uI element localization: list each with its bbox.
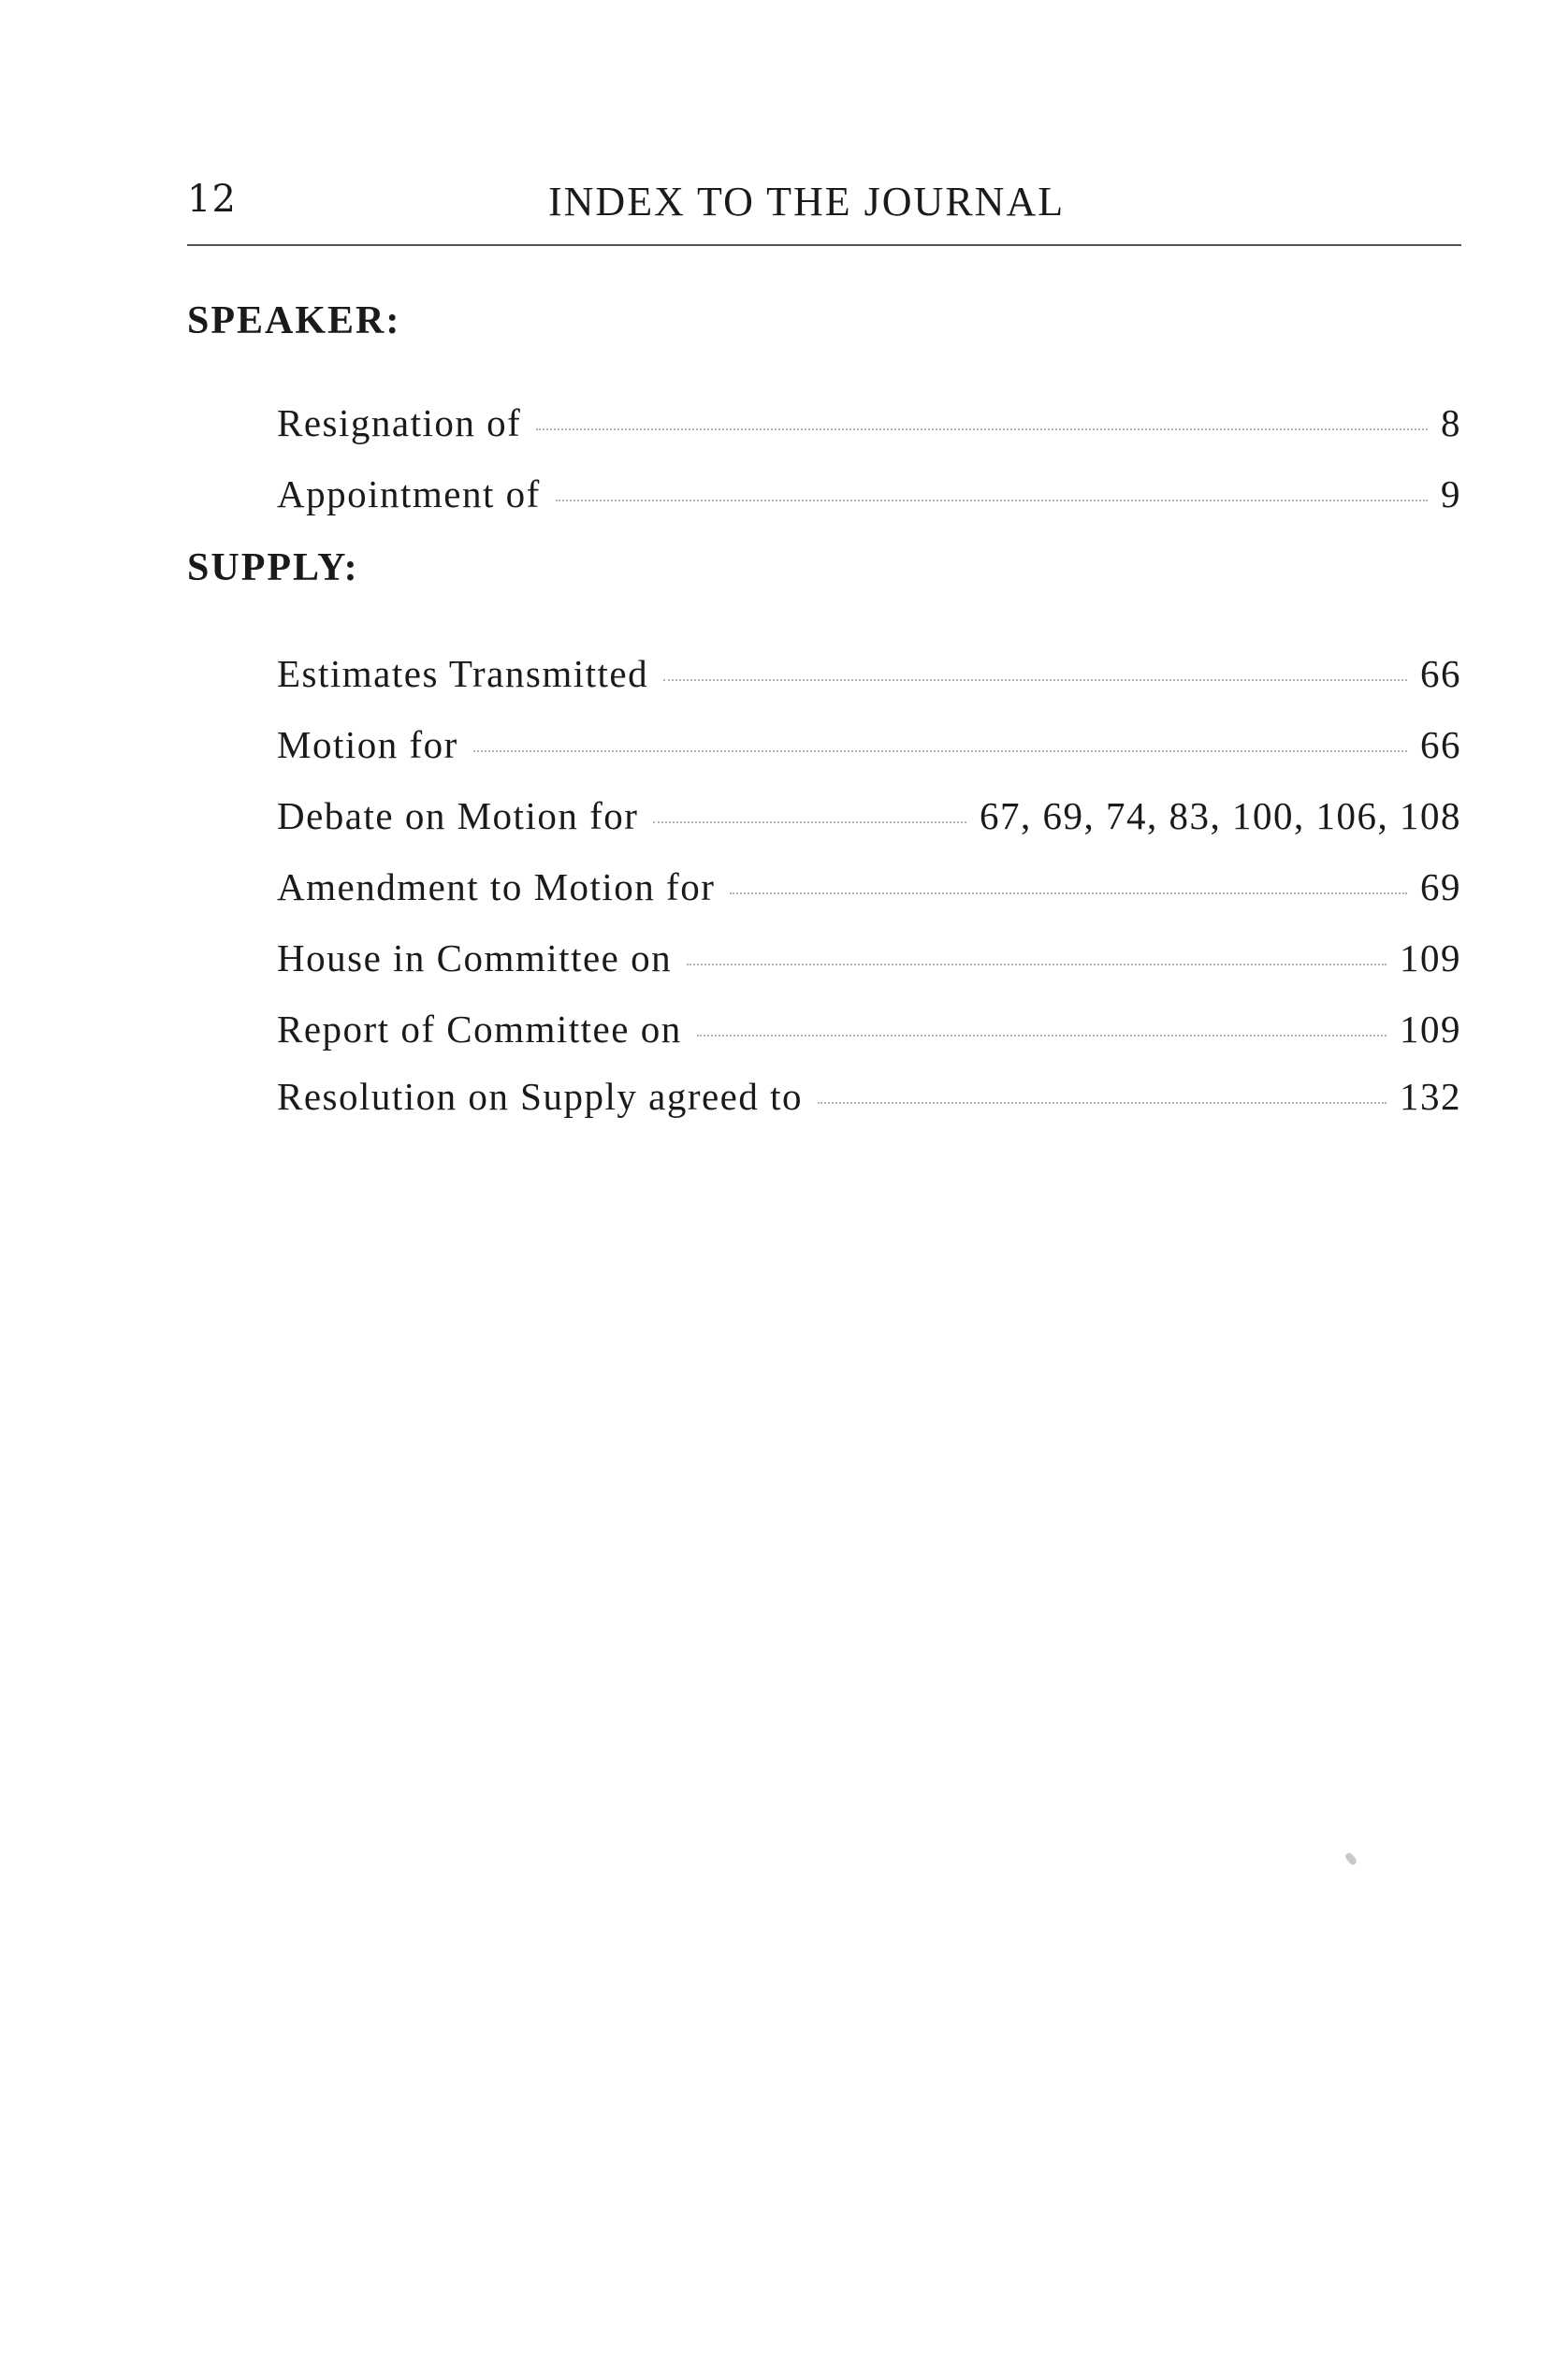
entry-label: Amendment to Motion for bbox=[277, 865, 716, 908]
entry-list bbox=[187, 387, 1461, 529]
entry-page-numbers: 109 bbox=[1400, 1008, 1461, 1051]
index-entry bbox=[277, 387, 1461, 458]
section-heading: SUPPLY: bbox=[187, 546, 359, 589]
dot-leader bbox=[818, 1102, 1387, 1104]
page-number: 12 bbox=[187, 178, 237, 221]
entry-page-numbers: 66 bbox=[1420, 723, 1461, 766]
entry-label: Resignation of bbox=[277, 401, 522, 444]
index-entry bbox=[277, 638, 1461, 709]
entry-page-numbers: 109 bbox=[1400, 936, 1461, 979]
entry-page-numbers: 9 bbox=[1441, 472, 1461, 515]
index-entry bbox=[277, 1065, 1461, 1128]
index-entry bbox=[277, 922, 1461, 993]
entry-label: Resolution on Supply agreed to bbox=[277, 1075, 804, 1118]
running-title: INDEX TO THE JOURNAL bbox=[548, 179, 1066, 225]
index-entry bbox=[277, 851, 1461, 922]
dot-leader bbox=[536, 428, 1428, 430]
index-entry bbox=[277, 780, 1461, 851]
entry-label: Motion for bbox=[277, 723, 458, 766]
header-rule bbox=[187, 244, 1461, 246]
entry-label: Estimates Transmitted bbox=[277, 652, 649, 695]
dot-leader bbox=[687, 964, 1387, 965]
dot-leader bbox=[653, 821, 966, 823]
entry-page-numbers: 67, 69, 74, 83, 100, 106, 108 bbox=[980, 794, 1461, 837]
index-section-supply bbox=[187, 539, 1461, 1128]
entry-label: Debate on Motion for bbox=[277, 794, 639, 837]
dot-leader bbox=[697, 1035, 1387, 1037]
dot-leader bbox=[730, 892, 1407, 894]
dot-leader bbox=[556, 500, 1428, 501]
index-entry bbox=[277, 458, 1461, 529]
entry-label: Report of Committee on bbox=[277, 1008, 682, 1051]
entry-label: House in Committee on bbox=[277, 936, 673, 979]
entry-label: Appointment of bbox=[277, 472, 541, 515]
index-entry bbox=[277, 709, 1461, 780]
entry-page-numbers: 69 bbox=[1420, 865, 1461, 908]
dot-leader bbox=[663, 679, 1407, 681]
index-section-speaker bbox=[187, 292, 1461, 529]
dot-leader bbox=[473, 750, 1407, 752]
entry-page-numbers: 8 bbox=[1441, 401, 1461, 444]
paper-speck bbox=[1343, 1851, 1357, 1866]
index-entry bbox=[277, 993, 1461, 1065]
entry-page-numbers: 66 bbox=[1420, 652, 1461, 695]
entry-list bbox=[187, 638, 1461, 1128]
entry-page-numbers: 132 bbox=[1400, 1075, 1461, 1118]
section-heading: SPEAKER: bbox=[187, 299, 401, 342]
running-head bbox=[187, 178, 1461, 234]
